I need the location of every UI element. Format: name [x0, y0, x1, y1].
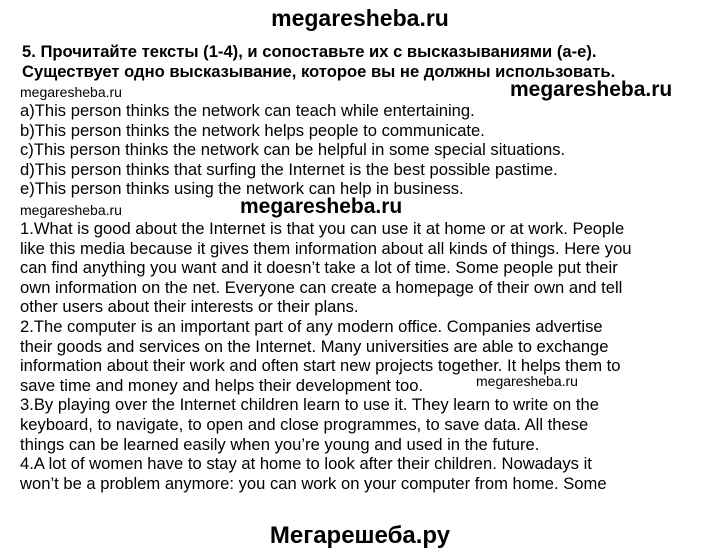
statement-a: a)This person thinks the network can teach while entertaining.: [20, 101, 475, 120]
text-line: like this media because it gives them information about all kinds of things. Here you: [20, 238, 632, 258]
text-line: 1.What is good about the Internet is that you can use it at home or at work. People: [20, 218, 625, 238]
text-line: won’t be a problem anymore: you can work on your computer from home. Some: [20, 473, 607, 493]
statement-c: c)This person thinks the network can be helpful in some special situations.: [20, 140, 566, 160]
task-instructions: [22, 42, 712, 81]
text-line: other users about their interests or their plans.: [20, 297, 359, 317]
text-line: 3.By playing over the Internet children learn to use it. They learn to write on the: [20, 395, 599, 415]
text-line: save time and money and helps their development too.: [20, 375, 424, 395]
watermark-small: megaresheba.ru: [476, 373, 578, 389]
statement-b: b)This person thinks the network helps people to communicate.: [20, 120, 485, 140]
watermark-large: megaresheba.ru: [510, 78, 673, 101]
statement-d: d)This person thinks that surfing the Internet is the best possible pastime.: [20, 159, 558, 179]
text-line: can find anything you want and it doesn’t take a lot of time. Some people put their: [20, 258, 618, 278]
task-line-1: 5. Прочитайте тексты (1-4), и сопоставьте их с высказываниями (а-е).: [22, 42, 597, 61]
text-line: their goods and services on the Internet. Many universities are able to exchange: [20, 336, 609, 356]
text-line: 4.A lot of women have to stay at home to look after their children. Nowadays it: [20, 454, 592, 474]
exercise-body: [20, 101, 720, 493]
watermark-gap: [20, 199, 720, 219]
statement-e: e)This person thinks using the network can help in business.: [20, 179, 464, 199]
text-line: keyboard, to navigate, to open and close programmes, to save data. All these: [20, 414, 589, 434]
text-line: own information on the net. Everyone can create a homepage of their own and tell: [20, 277, 623, 297]
watermark-large: megaresheba.ru: [240, 195, 403, 218]
watermark-small: megaresheba.ru: [20, 202, 122, 218]
site-footer: Мегарешеба.ру: [269, 522, 451, 549]
text-line: things can be learned easily when you’re young and used in the future.: [20, 434, 540, 454]
text-line: 2.The computer is an important part of any modern office. Companies advertise: [20, 316, 603, 336]
site-header: megaresheba.ru: [271, 5, 449, 31]
task-line-2: Существует одно высказывание, которое вы не должны использовать.: [22, 61, 616, 81]
text-line: information about their work and often start new projects together. It helps them to: [20, 356, 621, 376]
watermark-small: megaresheba.ru: [20, 84, 122, 100]
